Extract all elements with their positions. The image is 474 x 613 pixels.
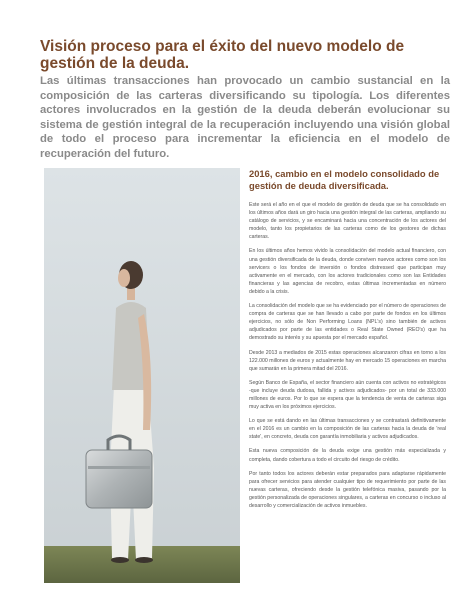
right-shoe [135,557,153,563]
article-paragraph: Según Banco de España, el sector financiero aún cuenta con activos no estratégicos -que incluye deuda dudosa, fallida y activos adjudicados- por un total de 333.000 millones de euros. Por lo que se espera que la tendencia de venta de carteras siga muy activa en los próximos ejercicios. [249,379,446,411]
left-shoe [111,557,129,563]
face [118,269,130,287]
intro-paragraph: Las últimas transacciones han provocado un cambio sustancial en la composición de las carteras diversificando su tipología. Los diferentes actores involucrados en la gestión de la deuda deberán evolucionar su sistema de gestión integral de la recuperación incluyendo una visión global de todo el proceso para incrementar la eficiencia en el modelo de recuperación del futuro. [40,75,450,160]
photo-illustration [44,168,240,583]
briefcase-seam [88,466,150,469]
article-subtitle: 2016, cambio en el modelo consolidado de gestión de deuda diversificada. [249,168,440,191]
article-paragraph: Desde 2013 a mediados de 2015 estas operaciones alcanzaron cifras en torno a los 122.000 millones de euros y actualmente hay en mercado 15 operaciones en marcha que sumarán en la primera mitad del 2016. [249,349,446,372]
article-paragraph: En los últimos años hemos vivido la consolidación del modelo actual financiero, con una gestión diversificada de la deuda, donde conviven nuevos actores como son los servicers o los fondos de inversión o fondos distressed que participan muy activamente en el mercado, con los actores tradicionales como son las Entidades financieras y las agencias de recobro, estas últimas incrementadas en número debido a la crisis. [249,248,446,295]
article-paragraph: Lo que se está dando en las últimas transacciones y se contrastará definitivamente en el 2016 es un cambio en la composición de las carteras hacia la deuda de 'real state', en concreto, deuda con garantía inmobiliaria y activos adjudicados. [249,418,446,441]
article-paragraph: Esta nueva composición de la deuda exige una gestión más especializada y completa, dando cobertura a todo el circuito del riesgo de crédito. [249,448,446,463]
article-paragraph: Por tanto todos los actores deberán estar preparados para adaptarse rápidamente para ofrecer servicios para atender cualquier tipo de requerimiento por parte de las nuevas carteras, ofreciendo desde la gestión telefónica masiva, pasando por la gestión personalizada de operaciones singulares, a carteras en concurso o incluso al desarrollo y comercialización de activos inmuebles. [249,470,446,509]
page-title: Visión proceso para el éxito del nuevo modelo de gestión de la deuda. [40,38,405,72]
article-paragraph: Este será el año en el que el modelo de gestión de deuda que se ha consolidado en los últimos años dará un giro hacia una gestión integral de las carteras, ampliando su catálogo de servicios, y se encaminará hacia una concentración de los actores del modelo, tanto los propietarios de las carteras como de los gestores de dichas carteras. [249,202,446,241]
article-column [249,168,446,516]
article-paragraph: La consolidación del modelo que se ha evidenciado por el número de operaciones de compra de carteras que se han llevado a cabo por parte de fondos en los últimos ejercicios, no sólo de Non Performing Loans (NPL's) sino también de activos adjudicados por parte de las entidades o Real State Owned (REO's) que ha demostrado su interés y su apuesta por el mercado español. [249,303,446,342]
aluminum-briefcase [86,450,152,508]
woman-with-briefcase-photo [44,168,240,583]
